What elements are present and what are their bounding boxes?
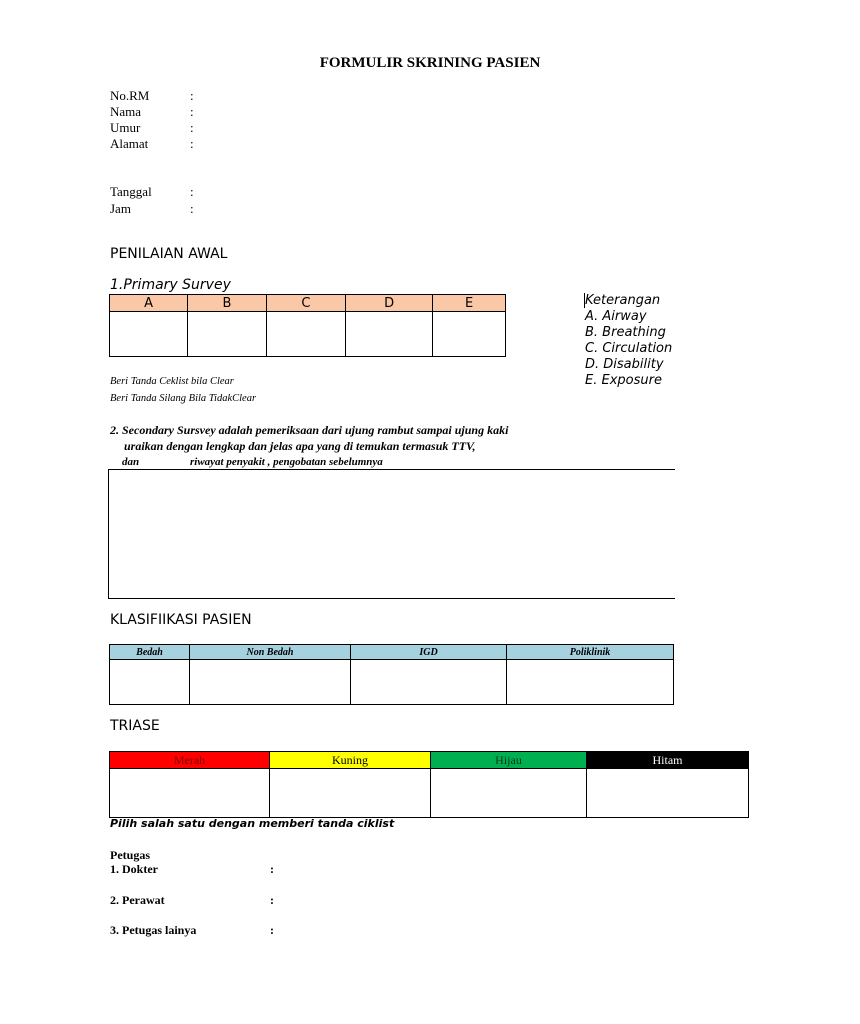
field-label-nama: Nama	[110, 104, 142, 119]
klas-cell-non-bedah[interactable]	[190, 660, 351, 705]
primary-col-b: B	[188, 295, 266, 312]
triase-col-merah: Merah	[110, 752, 270, 769]
petugas-heading: Petugas	[110, 848, 150, 862]
triase-heading: TRIASE	[110, 718, 160, 734]
klas-cell-poliklinik[interactable]	[507, 660, 674, 705]
primary-cell-d[interactable]	[346, 312, 433, 357]
field-colon: :	[270, 893, 274, 907]
klas-col-non-bedah: Non Bedah	[190, 645, 351, 660]
triase-clip	[109, 751, 683, 819]
secondary-line-1: 2. Secondary Sursvey adalah pemeriksaan dari ujung rambut sampai ujung kaki	[110, 423, 509, 437]
field-colon: :	[190, 136, 194, 151]
triase-table	[109, 751, 749, 818]
field-colon: :	[190, 88, 194, 103]
klas-col-poliklinik: Poliklinik	[507, 645, 674, 660]
klas-cell-bedah[interactable]	[110, 660, 190, 705]
primary-cell-a[interactable]	[110, 312, 188, 357]
field-colon: :	[190, 120, 194, 135]
keterangan-item: D. Disability	[585, 357, 664, 372]
primary-note-clear: Beri Tanda Ceklist bila Clear	[110, 376, 234, 387]
triase-cell-merah[interactable]	[110, 769, 270, 818]
secondary-line-3b: riwayat penyakit , pengobatan sebelumnya	[190, 456, 383, 468]
secondary-survey-box[interactable]	[108, 469, 675, 599]
klas-col-igd: IGD	[351, 645, 507, 660]
field-label-tanggal: Tanggal	[110, 184, 152, 199]
triase-col-hitam: Hitam	[587, 752, 749, 769]
triase-note: Pilih salah satu dengan memberi tanda ciklist	[110, 817, 395, 830]
triase-cell-kuning[interactable]	[270, 769, 431, 818]
keterangan-item: B. Breathing	[585, 325, 666, 340]
petugas-dokter-label: 1. Dokter	[110, 862, 158, 876]
primary-note-not-clear: Beri Tanda Silang Bila TidakClear	[110, 393, 257, 404]
primary-survey-heading: 1.Primary Survey	[110, 277, 231, 293]
keterangan-item: C. Circulation	[585, 341, 673, 356]
form-title: FORMULIR SKRINING PASIEN	[319, 55, 541, 71]
keterangan-item: A. Airway	[585, 309, 647, 324]
field-label-alamat: Alamat	[110, 136, 149, 151]
field-colon: :	[270, 923, 274, 937]
klas-col-bedah: Bedah	[110, 645, 190, 660]
field-colon: :	[190, 201, 194, 216]
triase-col-hijau: Hijau	[431, 752, 587, 769]
keterangan-item: E. Exposure	[585, 373, 662, 388]
field-colon: :	[190, 184, 194, 199]
primary-col-d: D	[346, 295, 433, 312]
triase-cell-hitam[interactable]	[587, 769, 749, 818]
penilaian-heading: PENILAIAN AWAL	[110, 246, 228, 262]
field-label-no-rm: No.RM	[110, 88, 150, 103]
triase-col-kuning: Kuning	[270, 752, 431, 769]
primary-survey-table	[109, 294, 506, 357]
field-colon: :	[270, 862, 274, 876]
klas-cell-igd[interactable]	[351, 660, 507, 705]
primary-col-a: A	[110, 295, 188, 312]
klasifikasi-heading: KLASIFIIKASI PASIEN	[110, 612, 252, 628]
keterangan-heading: Keterangan	[585, 293, 661, 308]
petugas-perawat-label: 2. Perawat	[110, 893, 165, 907]
petugas-lainya-label: 3. Petugas lainya	[110, 923, 197, 937]
primary-cell-c[interactable]	[266, 312, 346, 357]
field-colon: :	[190, 104, 194, 119]
primary-cell-b[interactable]	[188, 312, 266, 357]
secondary-line-2: uraikan dengan lengkap dan jelas apa yang di temukan termasuk TTV,	[124, 439, 476, 453]
triase-cell-hijau[interactable]	[431, 769, 587, 818]
primary-col-c: C	[266, 295, 346, 312]
field-label-jam: Jam	[110, 201, 131, 216]
secondary-line-3a: dan	[122, 456, 140, 468]
primary-col-e: E	[433, 295, 506, 312]
klasifikasi-table	[109, 644, 674, 705]
primary-cell-e[interactable]	[433, 312, 506, 357]
field-label-umur: Umur	[110, 120, 141, 135]
